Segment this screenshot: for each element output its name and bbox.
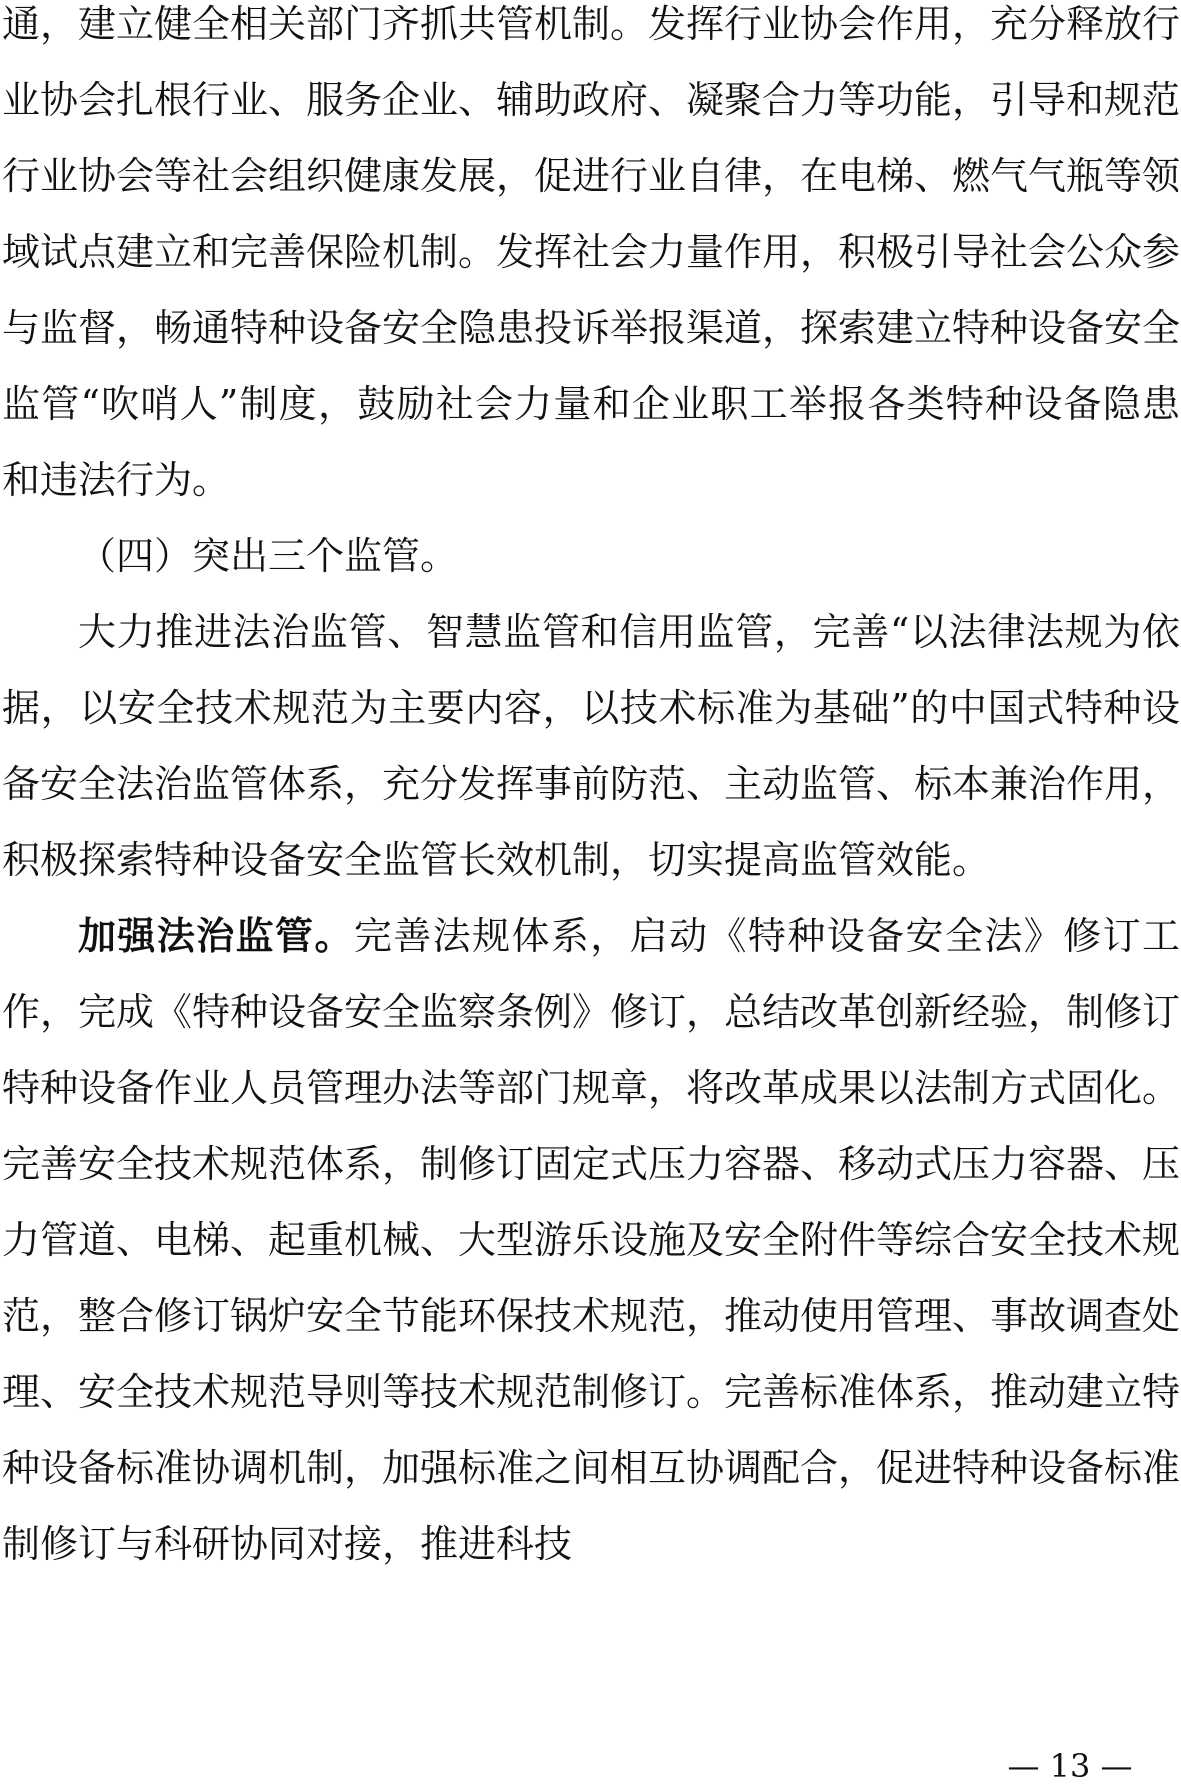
section-heading: （四）突出三个监管。: [78, 534, 459, 578]
paragraph-continued: 通，建立健全相关部门齐抓共管机制。发挥行业协会作用，充分释放行业协会扎根行业、服务企业、辅助政府、凝聚合力等功能，引导和规范行业协会等社会组织健康发展，促进行业自律，在电梯、燃气气瓶等领域试点建立和完善保险机制。发挥社会力量作用，积极引导社会公众参与监督，畅通特种设备安全隐患投诉举报渠道，探索建立特种设备安全监管“吹哨人”制度，鼓励社会力量和企业职工举报各类特种设备隐患和违法行为。: [2, 2, 1181, 502]
paragraph-body: 完善法规体系，启动《特种设备安全法》修订工作，完成《特种设备安全监察条例》修订，总结改革创新经验，制修订特种设备作业人员管理办法等部门规章，将改革成果以法制方式固化。完善安全技术规范体系，制修订固定式压力容器、移动式压力容器、压力管道、电梯、起重机械、大型游乐设施及安全附件等综合安全技术规范，整合修订锅炉安全节能环保技术规范，推动使用管理、事故调查处理、安全技术规范导则等技术规范制修订。完善标准体系，推动建立特种设备标准协调机制，加强标准之间相互协调配合，促进特种设备标准制修订与科研协同对接，推进科技: [2, 914, 1181, 1566]
paragraph-lead: 加强法治监管。: [78, 913, 354, 958]
paragraph-with-lead: [2, 898, 1180, 1582]
page-number: — 13 —: [1007, 1747, 1133, 1785]
body-text: [2, 0, 1180, 1582]
paragraph: 大力推进法治监管、智慧监管和信用监管，完善“以法律法规为依据，以安全技术规范为主要内容，以技术标准为基础”的中国式特种设备安全法治监管体系，充分发挥事前防范、主动监管、标本兼治作用，积极探索特种设备安全监管长效机制，切实提高监管效能。: [2, 610, 1181, 882]
